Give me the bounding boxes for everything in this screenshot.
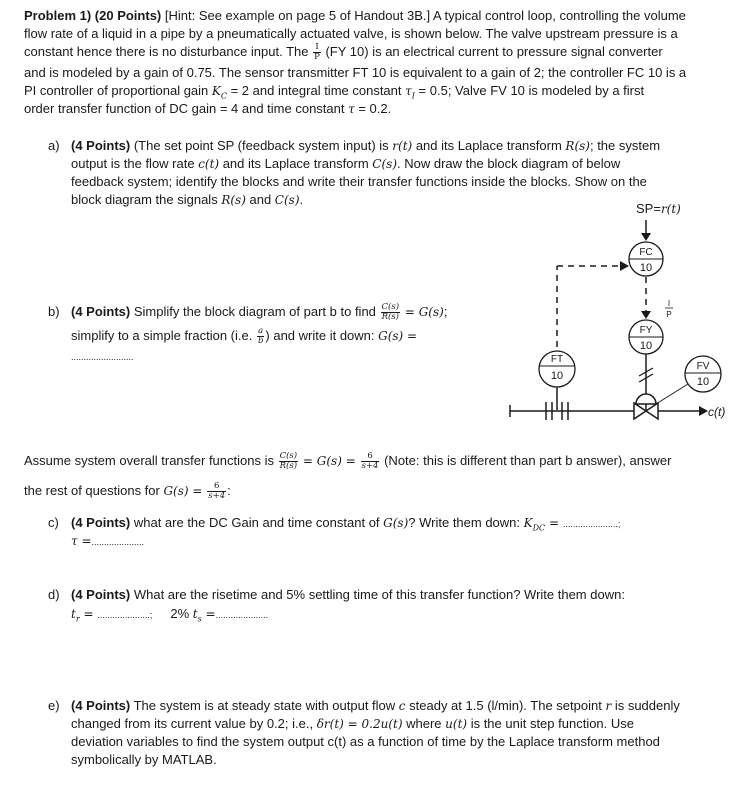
process-pipe	[510, 402, 708, 420]
problem-line-6: order transfer function of DC gain = 4 and time constant τ = 0.2.	[24, 101, 392, 116]
part-c-marker: c)	[48, 515, 59, 530]
part-b-line-2: simplify to a simple fraction (i.e. $\frac{a}{b}$ ) and write it down: G(s) =	[71, 326, 418, 347]
fy-tag: FY	[639, 325, 653, 336]
part-a-line-3: feedback system; identify the blocks and write their transfer functions inside the blocks. Show on the	[71, 174, 647, 189]
problem-line-2: flow rate of a liquid in a pipe by a pneumatically actuated valve, is shown below. The valve upstream pressure is a	[24, 26, 678, 41]
part-c-line-2: τ =.....................	[71, 534, 145, 548]
dc-gain-blank[interactable]: ......................;	[562, 519, 621, 529]
part-e-line-2: changed from its current value by 0.2; i.e., δr(t) = 0.2u(t) where u(t) is the unit step function. Use	[71, 716, 635, 731]
ft-tag: FT	[550, 354, 564, 365]
c-over-r-fraction: $\frac{C(s)}{R(s)}$	[381, 302, 400, 323]
problem-line-3: constant hence there is no disturbance input. The $\frac{I}{P}$ (FY 10) is an electrical current to pressure signal converter	[24, 42, 663, 63]
i-over-p-fraction: $\frac{I}{P}$	[314, 42, 320, 63]
time-constant-blank[interactable]: .....................	[91, 537, 145, 547]
part-b-marker: b)	[48, 304, 60, 319]
ip-converter-symbol	[665, 299, 673, 319]
a-over-b-fraction: $\frac{a}{b}$	[257, 326, 264, 347]
part-b-line-1: (4 Points) Simplify the block diagram of part b to find $\frac{C(s)}{R(s)}$ = G(s);	[71, 302, 448, 323]
assume-transfer-fraction: $\frac{6}{s+4}$	[361, 451, 379, 472]
output-flow-label: c(t)	[708, 405, 726, 419]
assume-line-1: Assume system overall transfer functions is $\frac{C(s)}{R(s)}$ = G(s) = $\frac{6}{s+4}$ (Note: this is different than part b answer), answer	[24, 451, 672, 472]
controller-output-line	[641, 277, 651, 319]
settling-time-blank[interactable]: .....................	[215, 610, 269, 620]
part-b-answer-blank[interactable]: .........................	[71, 352, 134, 362]
part-a-line-4: block diagram the signals R(s) and C(s).	[71, 192, 304, 207]
part-a-marker: a)	[48, 138, 60, 153]
part-a-line-2: output is the flow rate c(t) and its Laplace transform C(s). Now draw the block diagram of below	[71, 156, 621, 171]
fc-tag: FC	[639, 247, 653, 258]
fy-number: 10	[639, 340, 653, 352]
part-e-line-3: deviation variables to find the system output c(t) as a function of time by the Laplace transform method	[71, 734, 660, 749]
assume-transfer-fraction-2: $\frac{6}{s+4}$	[208, 481, 226, 502]
ft-number: 10	[550, 370, 564, 382]
risetime-blank[interactable]: .....................;	[97, 610, 153, 620]
fv-tag: FV	[696, 361, 710, 372]
fv-number: 10	[696, 376, 710, 388]
part-e-line-1: (4 Points) The system is at steady state with output flow c steady at 1.5 (l/min). The setpoint r is suddenly	[71, 698, 680, 713]
problem-line-4: and is modeled by a gain of 0.75. The sensor transmitter FT 10 is equivalent to a gain of 2; the controller FC 10 is a	[24, 65, 687, 80]
fc-controller-bubble[interactable]	[629, 242, 663, 276]
part-e-line-4: symbolically by MATLAB.	[71, 752, 217, 767]
part-d-marker: d)	[48, 587, 60, 602]
svg-text:I: I	[667, 299, 671, 308]
fv-valve-bubble[interactable]	[656, 356, 721, 404]
svg-text:P: P	[666, 310, 672, 319]
part-a-line-1: (4 Points) (The set point SP (feedback system input) is r(t) and its Laplace transform R(s); the system	[71, 138, 661, 153]
part-e-marker: e)	[48, 698, 60, 713]
fc-number: 10	[639, 262, 653, 274]
setpoint-arrow	[641, 220, 651, 241]
assume-line-2: the rest of questions for G(s) = $\frac{6}{s+4}$ :	[24, 481, 231, 502]
assume-c-over-r: $\frac{C(s)}{R(s)}$	[279, 451, 298, 472]
measurement-signal-line	[557, 261, 629, 347]
control-valve[interactable]	[634, 394, 658, 419]
problem-label: Problem 1) (20 Points)	[24, 8, 162, 23]
part-d-line-1: (4 Points) What are the risetime and 5% settling time of this transfer function? Write them down:	[71, 587, 625, 602]
pneumatic-signal-line	[639, 354, 653, 400]
fy-converter-bubble[interactable]	[629, 320, 663, 354]
part-c-line-1: (4 Points) what are the DC Gain and time constant of G(s)? Write them down: $K_{DC}$ = ......................;	[71, 515, 621, 533]
problem-line-1: Problem 1) (20 Points) [Hint: See example on page 5 of Handout 3B.] A typical control loop, controlling the volume	[24, 8, 686, 23]
ft-transmitter-bubble[interactable]	[539, 351, 575, 410]
setpoint-label: SP=r(t)	[636, 201, 681, 216]
problem-line-5: PI controller of proportional gain $K_C = 2$ and integral time constant $\tau_I = 0.5$; Valve FV 10 is modeled by a first	[24, 83, 645, 101]
part-d-line-2: $t_r$ = .....................; 2% $t_s$ =.....................	[71, 606, 269, 624]
